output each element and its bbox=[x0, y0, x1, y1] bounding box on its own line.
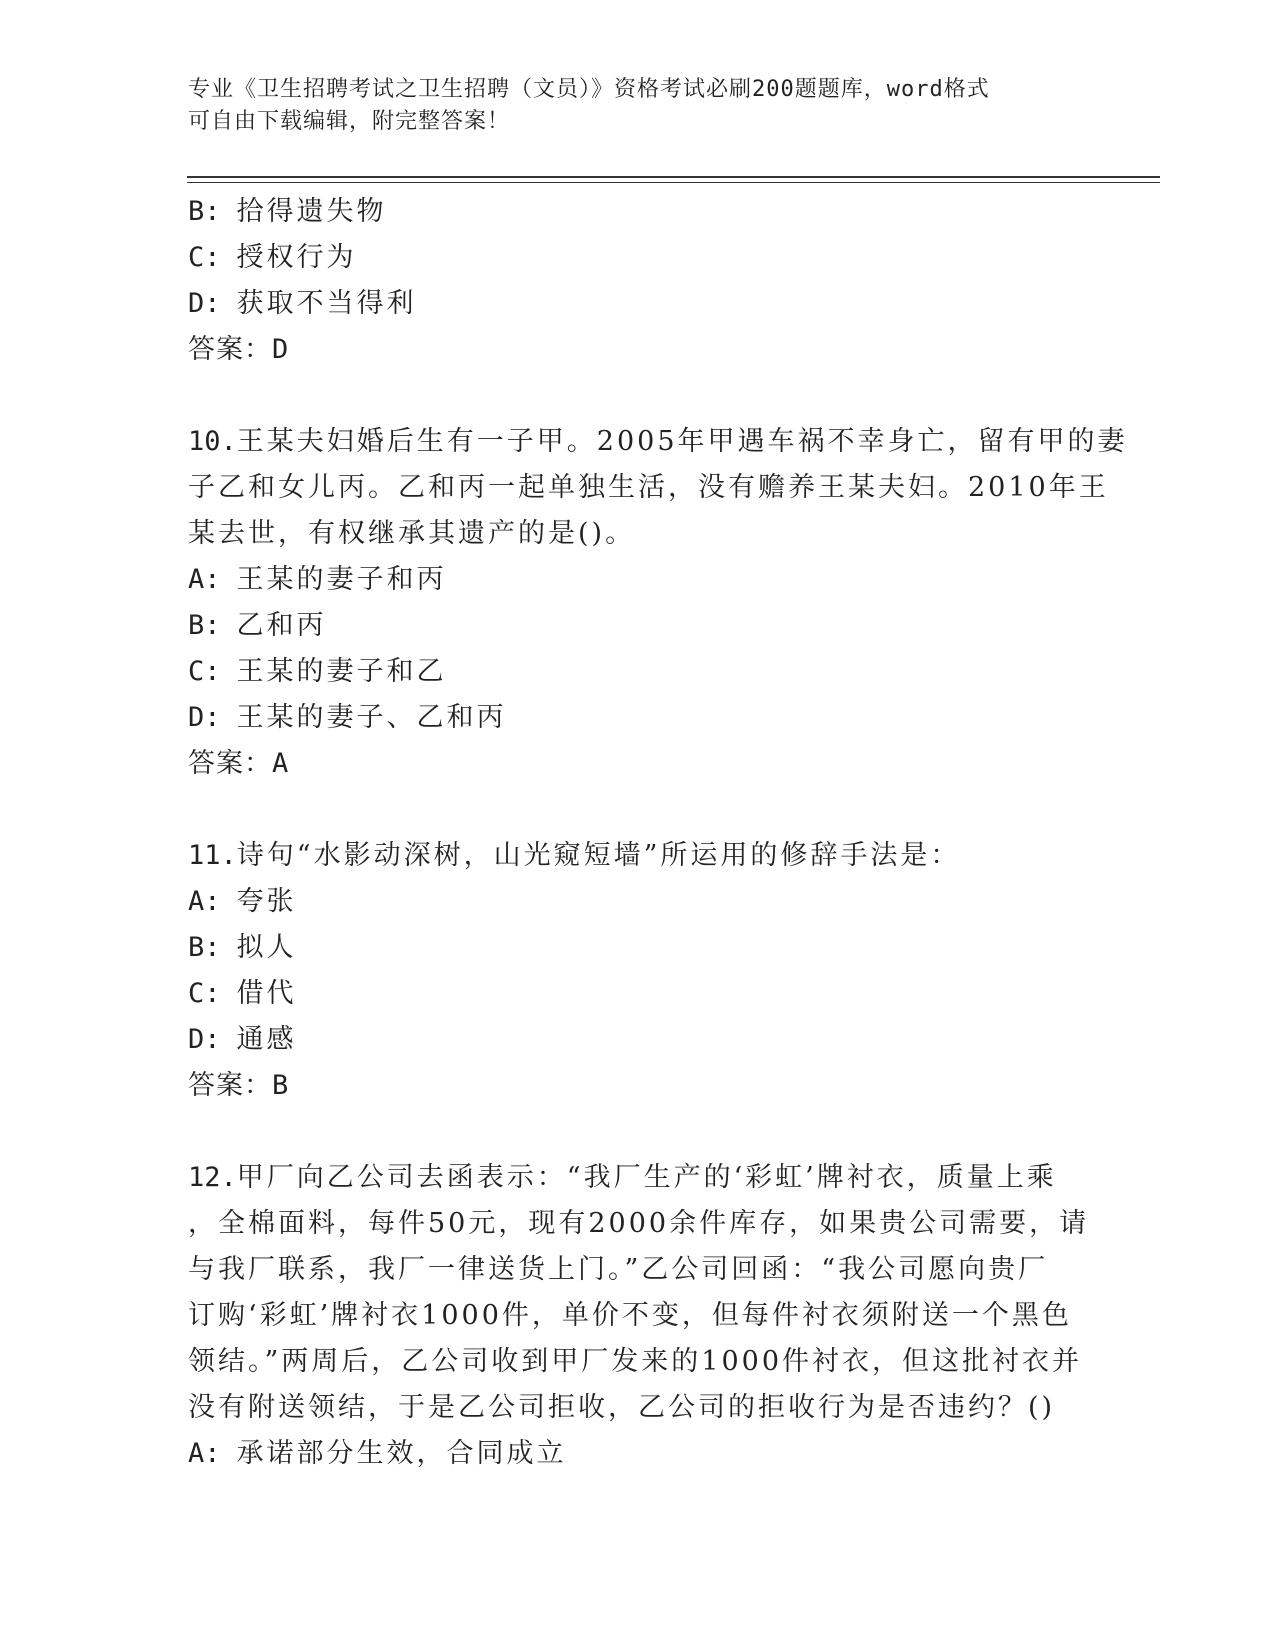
option-d bbox=[188, 1017, 1088, 1063]
option-b bbox=[188, 925, 1088, 971]
option-letter: D: bbox=[188, 702, 221, 733]
question-stem-line: 订购‘彩虹’牌衬衣1000件，单价不变，但每件衬衣须附送一个黑色 bbox=[188, 1300, 1072, 1331]
header-rule-thick bbox=[187, 176, 1160, 178]
option-b bbox=[188, 189, 1088, 235]
answer-value: B bbox=[272, 1070, 290, 1101]
question-9-tail bbox=[188, 189, 1088, 373]
answer-line bbox=[188, 327, 1088, 373]
option-a bbox=[188, 879, 1088, 925]
question-stem-line bbox=[188, 419, 1128, 465]
option-text: 获取不当得利 bbox=[236, 288, 417, 319]
question-number: 10. bbox=[188, 426, 237, 457]
option-text: 王某的妻子和丙 bbox=[236, 564, 447, 595]
option-text: 拟人 bbox=[236, 932, 297, 963]
option-text: 夸张 bbox=[236, 886, 297, 917]
answer-label: 答案： bbox=[188, 748, 272, 779]
option-text: 借代 bbox=[236, 978, 297, 1009]
question-stem-line: ，全棉面料，每件50元，现有2000余件库存，如果贵公司需要，请 bbox=[188, 1208, 1090, 1239]
option-letter: B: bbox=[188, 932, 221, 963]
question-number: 12. bbox=[188, 1162, 237, 1193]
document-header bbox=[188, 74, 1088, 138]
question-10 bbox=[188, 419, 1128, 787]
answer-line bbox=[188, 1063, 1088, 1109]
question-stem-line: 领结。”两周后，乙公司收到甲厂发来的1000件衬衣，但这批衬衣并 bbox=[188, 1346, 1083, 1377]
option-c bbox=[188, 971, 1088, 1017]
option-letter: D: bbox=[188, 1024, 221, 1055]
option-d bbox=[188, 695, 1088, 741]
option-d bbox=[188, 281, 1088, 327]
spacer bbox=[188, 1109, 1088, 1155]
option-letter: C: bbox=[188, 242, 221, 273]
question-stem-line bbox=[188, 833, 1088, 879]
option-c bbox=[188, 235, 1088, 281]
option-letter: B: bbox=[188, 196, 221, 227]
answer-line bbox=[188, 741, 1088, 787]
option-letter: A: bbox=[188, 886, 221, 917]
option-text: 王某的妻子和乙 bbox=[236, 656, 447, 687]
question-stem-line: 子乙和女儿丙。乙和丙一起单独生活，没有赡养王某夫妇。2010年王 bbox=[188, 472, 1109, 503]
question-12 bbox=[188, 1155, 1088, 1477]
option-a bbox=[188, 1431, 1088, 1477]
option-c bbox=[188, 649, 1088, 695]
header-line-2: 可自由下载编辑，附完整答案！ bbox=[188, 109, 511, 134]
option-letter: A: bbox=[188, 564, 221, 595]
option-text: 乙和丙 bbox=[236, 610, 327, 641]
question-content bbox=[188, 189, 1128, 1477]
question-stem-line bbox=[188, 1155, 1088, 1201]
question-number: 11. bbox=[188, 840, 237, 871]
question-text: 诗句“水影动深树，山光窥短墙”所运用的修辞手法是： bbox=[236, 840, 961, 871]
header-rule-thin bbox=[187, 182, 1160, 183]
option-letter: D: bbox=[188, 288, 221, 319]
answer-label: 答案： bbox=[188, 1070, 272, 1101]
option-letter: A: bbox=[188, 1438, 221, 1469]
header-line-1: 专业《卫生招聘考试之卫生招聘（文员）》资格考试必刷200题题库，word格式 bbox=[188, 77, 990, 102]
question-11 bbox=[188, 833, 1088, 1109]
option-text: 拾得遗失物 bbox=[236, 196, 387, 227]
answer-value: A bbox=[272, 748, 290, 779]
option-text: 通感 bbox=[236, 1024, 297, 1055]
answer-label: 答案： bbox=[188, 334, 272, 365]
option-text: 授权行为 bbox=[236, 242, 357, 273]
option-text: 王某的妻子、乙和丙 bbox=[236, 702, 507, 733]
question-stem-line: 没有附送领结，于是乙公司拒收，乙公司的拒收行为是否违约？() bbox=[188, 1392, 1056, 1423]
option-letter: C: bbox=[188, 656, 221, 687]
option-b bbox=[188, 603, 1088, 649]
answer-value: D bbox=[272, 334, 290, 365]
spacer bbox=[188, 787, 1088, 833]
question-stem-line: 与我厂联系，我厂一律送货上门。”乙公司回函：“我公司愿向贵厂 bbox=[188, 1254, 1049, 1285]
question-stem-line: 某去世，有权继承其遗产的是()。 bbox=[188, 518, 636, 549]
question-text: 甲厂向乙公司去函表示：“我厂生产的‘彩虹’牌衬衣，质量上乘 bbox=[236, 1162, 1057, 1193]
option-a bbox=[188, 557, 1088, 603]
option-letter: C: bbox=[188, 978, 221, 1009]
question-text: 王某夫妇婚后生有一子甲。2005年甲遇车祸不幸身亡，留有甲的妻 bbox=[236, 426, 1128, 457]
spacer bbox=[188, 373, 1088, 419]
option-text: 承诺部分生效，合同成立 bbox=[236, 1438, 567, 1469]
option-letter: B: bbox=[188, 610, 221, 641]
